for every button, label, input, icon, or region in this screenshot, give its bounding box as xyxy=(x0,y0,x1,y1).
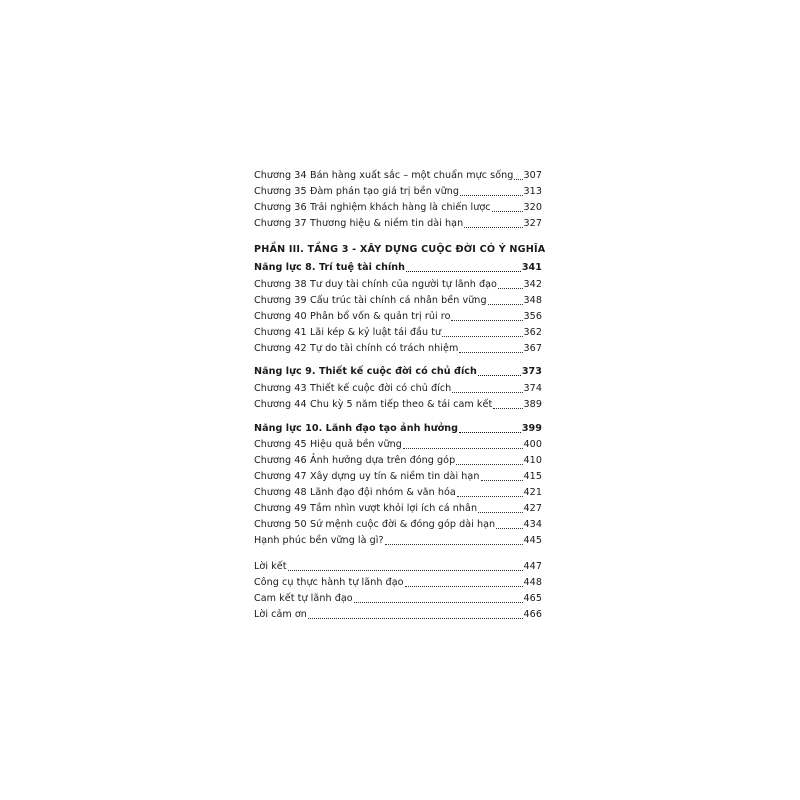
toc-entry-chapter-39[interactable] xyxy=(254,293,542,309)
page-number: 320 xyxy=(523,202,542,213)
chapter-number: Chương 34 xyxy=(254,170,307,181)
chapter-number: Chương 36 xyxy=(254,202,307,213)
page-number: 400 xyxy=(523,439,542,450)
chapter-title: Xây dựng uy tín & niềm tin dài hạn xyxy=(310,471,480,482)
page-number: 327 xyxy=(523,218,542,229)
page-number: 342 xyxy=(523,279,542,290)
entry-title: Lời cảm ơn xyxy=(254,609,307,620)
toc-entry-chapter-42[interactable] xyxy=(254,341,542,357)
chapter-number: Chương 45 xyxy=(254,439,307,450)
group-heading-title: Năng lực 10. Lãnh đạo tạo ảnh hưởng xyxy=(254,423,459,434)
page-number: 307 xyxy=(523,170,542,181)
chapter-title: Sứ mệnh cuộc đời & đóng góp dài hạn xyxy=(310,519,496,530)
chapter-number: Chương 48 xyxy=(254,487,307,498)
dot-leader xyxy=(478,512,522,513)
toc-entry-chapter-41[interactable] xyxy=(254,325,542,341)
chapter-number: Chương 42 xyxy=(254,343,307,354)
chapter-title: Tự do tài chính có trách nhiệm xyxy=(310,343,459,354)
chapter-number: Chương 41 xyxy=(254,327,307,338)
dot-leader xyxy=(481,480,523,481)
chapter-title: Phân bổ vốn & quản trị rủi ro xyxy=(310,311,451,322)
toc-entry-chapter-43[interactable] xyxy=(254,381,542,397)
toc-entry-chapter-45[interactable] xyxy=(254,437,542,453)
chapter-number: Chương 46 xyxy=(254,455,307,466)
page-number: 447 xyxy=(523,561,542,572)
page-number: 427 xyxy=(523,503,542,514)
chapter-title: Ảnh hưởng dựa trên đóng góp xyxy=(310,455,456,466)
toc-entry-commitment[interactable] xyxy=(254,591,542,607)
dot-leader xyxy=(488,304,523,305)
toc-group-heading-10[interactable] xyxy=(254,421,542,437)
dot-leader xyxy=(459,432,521,433)
page-number: 410 xyxy=(523,455,542,466)
dot-leader xyxy=(492,211,523,212)
chapter-number: Chương 35 xyxy=(254,186,307,197)
toc-entry-chapter-37[interactable] xyxy=(254,216,542,232)
chapter-title: Tư duy tài chính của người tự lãnh đạo xyxy=(310,279,497,290)
chapter-title: Lãi kép & kỷ luật tái đầu tư xyxy=(310,327,442,338)
chapter-number: Chương 47 xyxy=(254,471,307,482)
page-number: 415 xyxy=(523,471,542,482)
chapter-number: Chương 37 xyxy=(254,218,307,229)
page-number: 421 xyxy=(523,487,542,498)
dot-leader xyxy=(403,448,523,449)
chapter-number: Chương 49 xyxy=(254,503,307,514)
dot-leader xyxy=(464,227,522,228)
page-number: 466 xyxy=(523,609,542,620)
chapter-title: Hiệu quả bền vững xyxy=(310,439,402,450)
chapter-title: Trải nghiệm khách hàng là chiến lược xyxy=(310,202,491,213)
toc-group-heading-8[interactable] xyxy=(254,260,542,276)
dot-leader xyxy=(493,408,522,409)
page-number: 362 xyxy=(523,327,542,338)
chapter-number: Chương 40 xyxy=(254,311,307,322)
page-number: 465 xyxy=(523,593,542,604)
page-number: 348 xyxy=(523,295,542,306)
toc-entry-epilogue[interactable] xyxy=(254,559,542,575)
page-number: 356 xyxy=(523,311,542,322)
dot-leader xyxy=(288,570,523,571)
entry-title: Công cụ thực hành tự lãnh đạo xyxy=(254,577,404,588)
page-number: 374 xyxy=(523,383,542,394)
page-number: 313 xyxy=(523,186,542,197)
chapter-number: Chương 50 xyxy=(254,519,307,530)
group-heading-title: Năng lực 8. Trí tuệ tài chính xyxy=(254,262,406,273)
chapter-title: Chu kỳ 5 năm tiếp theo & tái cam kết xyxy=(310,399,493,410)
toc-entry-chapter-46[interactable] xyxy=(254,453,542,469)
entry-title: Cam kết tự lãnh đạo xyxy=(254,593,353,604)
chapter-number: Chương 39 xyxy=(254,295,307,306)
dot-leader xyxy=(308,618,523,619)
chapter-title: Lãnh đạo đội nhóm & văn hóa xyxy=(310,487,456,498)
dot-leader xyxy=(406,271,521,272)
chapter-title: Đàm phán tạo giá trị bền vững xyxy=(310,186,460,197)
dot-leader xyxy=(354,602,523,603)
dot-leader xyxy=(514,179,522,180)
entry-title: Lời kết xyxy=(254,561,287,572)
chapter-title: Thương hiệu & niềm tin dài hạn xyxy=(310,218,464,229)
page-number: 448 xyxy=(523,577,542,588)
toc-entry-chapter-38[interactable] xyxy=(254,277,542,293)
dot-leader xyxy=(442,336,522,337)
chapter-title: Tầm nhìn vượt khỏi lợi ích cá nhân xyxy=(310,503,478,514)
toc-entry-chapter-47[interactable] xyxy=(254,469,542,485)
dot-leader xyxy=(460,195,522,196)
toc-entry-acknowledgements[interactable] xyxy=(254,607,542,623)
toc-entry-practice-tools[interactable] xyxy=(254,575,542,591)
dot-leader xyxy=(385,544,523,545)
chapter-title: Cấu trúc tài chính cá nhân bền vững xyxy=(310,295,487,306)
dot-leader xyxy=(459,352,522,353)
toc-entry-chapter-40[interactable] xyxy=(254,309,542,325)
part-title: PHẦN III. TẦNG 3 - XÂY DỰNG CUỘC ĐỜI CÓ Ý NGHĨA xyxy=(254,244,546,255)
group-heading-title: Năng lực 9. Thiết kế cuộc đời có chủ đích xyxy=(254,366,477,377)
page-number: 399 xyxy=(521,423,542,434)
dot-leader xyxy=(496,528,522,529)
dot-leader xyxy=(405,586,523,587)
page-number: 341 xyxy=(521,262,542,273)
page-number: 367 xyxy=(523,343,542,354)
toc-entry-chapter-36[interactable] xyxy=(254,200,542,216)
page-number: 389 xyxy=(523,399,542,410)
toc-entry-chapter-35[interactable] xyxy=(254,184,542,200)
dot-leader xyxy=(456,464,522,465)
dot-leader xyxy=(452,392,522,393)
chapter-number: Chương 44 xyxy=(254,399,307,410)
toc-entry-chapter-48[interactable] xyxy=(254,485,542,501)
page-number: 434 xyxy=(523,519,542,530)
toc-entry-chapter-49[interactable] xyxy=(254,501,542,517)
chapter-title: Thiết kế cuộc đời có chủ đích xyxy=(310,383,452,394)
dot-leader xyxy=(451,320,522,321)
chapter-title: Bán hàng xuất sắc – một chuẩn mực sống xyxy=(310,170,514,181)
entry-title: Hạnh phúc bền vững là gì? xyxy=(254,535,384,546)
dot-leader xyxy=(498,288,523,289)
toc-entry-chapter-34[interactable] xyxy=(254,168,542,184)
dot-leader xyxy=(478,375,521,376)
dot-leader xyxy=(457,496,523,497)
toc-entry-happiness[interactable] xyxy=(254,533,542,549)
page-number: 445 xyxy=(523,535,542,546)
page-number: 373 xyxy=(521,366,542,377)
toc-entry-chapter-44[interactable] xyxy=(254,397,542,413)
chapter-number: Chương 43 xyxy=(254,383,307,394)
chapter-number: Chương 38 xyxy=(254,279,307,290)
toc-group-heading-9[interactable] xyxy=(254,364,542,380)
toc-entry-chapter-50[interactable] xyxy=(254,517,542,533)
